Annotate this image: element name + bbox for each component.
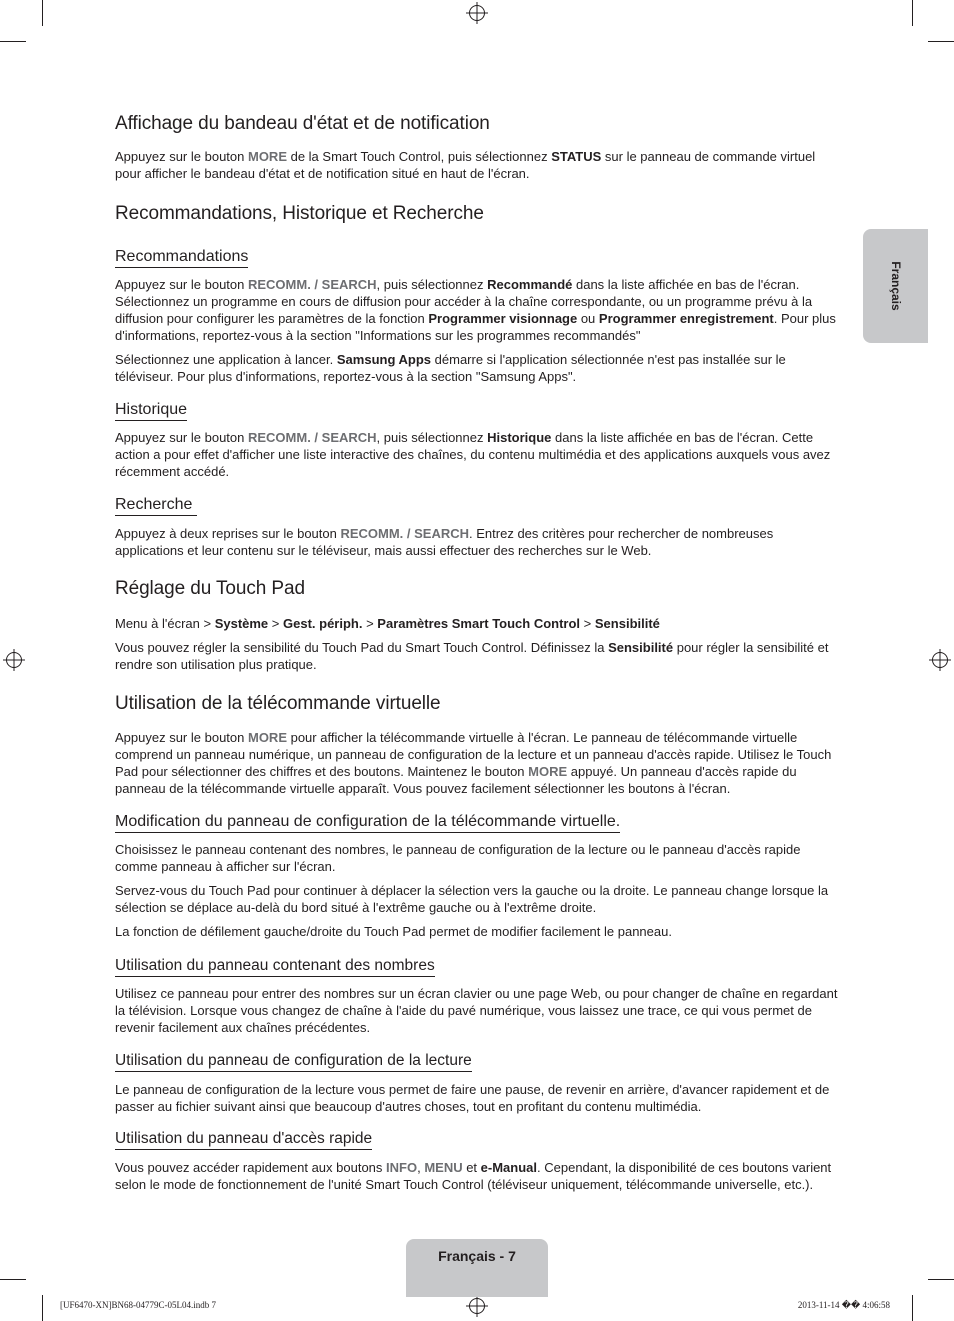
footer-file-name: [UF6470-XN]BN68-04779C-05L04.indb 7 xyxy=(60,1300,216,1310)
paragraph: Appuyez sur le bouton MORE de la Smart Touch Control, puis sélectionnez STATUS sur le panneau de commande virtuel pour afficher le bandeau d'état et de notification situé en haut de l'écran. xyxy=(115,149,816,181)
crop-mark xyxy=(42,0,43,26)
subsection-title: Historique xyxy=(115,401,187,421)
registration-mark-icon xyxy=(469,1298,485,1314)
section-recommendations xyxy=(115,203,484,225)
section-title: Affichage du bandeau d'état et de notification xyxy=(115,113,490,134)
subsection-title: Utilisation du panneau contenant des nombres xyxy=(115,957,435,977)
paragraph: Utilisez ce panneau pour entrer des nombres sur un écran clavier ou une page Web, ou pour changer de chaîne en regardant la télévision. Lorsque vous changez de chaîne à l'aide du pavé numérique, vous laissez une trace, ce qui vous permet de revenir facilement aux chaînes précédentes. xyxy=(115,986,838,1035)
crop-mark xyxy=(42,1295,43,1321)
section-title: Recommandations, Historique et Recherche xyxy=(115,203,484,224)
paragraph: Vous pouvez accéder rapidement aux boutons INFO, MENU et e-Manual. Cependant, la disponibilité de ces boutons varient selon le mode de fonctionnement de l'unité Smart Touch Control (téléviseur uniquement, télécommande universelle, etc.). xyxy=(115,1160,832,1192)
paragraph: Appuyez sur le bouton MORE pour afficher la télécommande virtuelle à l'écran. Le panneau de télécommande virtuelle comprend un panneau numérique, un panneau de configuration de la lecture et un panneau d'accès rapide. Utilisez le Touch Pad pour sélectionner des chiffres et des boutons. Maintenez le bouton MORE appuyé. Un panneau d'accès rapide du panneau de la télécommande virtuelle apparaît. Vous pouvez facilement sélectionner les boutons à l'écran. xyxy=(115,730,832,796)
paragraph: Le panneau de configuration de la lecture vous permet de faire une pause, de revenir en arrière, d'avancer rapidement et de passer au fichier suivant ainsi que beaucoup d'autres choses, tout en profitant du contenu multimédia. xyxy=(115,1082,830,1114)
paragraph: Appuyez sur le bouton RECOMM. / SEARCH, puis sélectionnez Historique dans la liste affichée en bas de l'écran. Cette action a pour effet d'afficher une liste interactive des chaînes, du contenu multimédia et des applications auxquels vous avez récemment accédé. xyxy=(115,430,831,479)
subsection-title: Utilisation du panneau de configuration de la lecture xyxy=(115,1052,472,1072)
paragraph: Servez-vous du Touch Pad pour continuer à déplacer la sélection vers la gauche ou la droite. Le panneau change lorsque la sélection se déplace au-delà du bord situé à l'extrême gauche ou à l'extrême droite. xyxy=(115,883,829,915)
page-number: Français - 7 xyxy=(438,1248,516,1264)
footer-timestamp: 2013-11-14 �� 4:06:58 xyxy=(797,1300,890,1310)
section-touchpad xyxy=(115,578,305,600)
side-tab-label: Français xyxy=(888,261,903,311)
menu-path: Menu à l'écran > Système > Gest. périph. > Paramètres Smart Touch Control > Sensibilité xyxy=(115,616,660,631)
crop-mark xyxy=(912,0,913,26)
page-number-tab xyxy=(406,1239,548,1297)
subsection-title: Utilisation du panneau d'accès rapide xyxy=(115,1130,372,1150)
crop-mark xyxy=(928,1279,954,1280)
paragraph: La fonction de défilement gauche/droite du Touch Pad permet de modifier facilement le panneau. xyxy=(115,924,672,939)
paragraph: Sélectionnez une application à lancer. Samsung Apps démarre si l'application sélectionnée n'est pas installée sur le téléviseur. Pour plus d'informations, reportez-vous à la section "Samsung Apps". xyxy=(115,352,786,384)
paragraph: Appuyez à deux reprises sur le bouton RECOMM. / SEARCH. Entrez des critères pour rechercher de nombreuses applications et leur contenu sur le téléviseur, mais aussi effectuer des recherches sur le Web. xyxy=(115,526,774,558)
paragraph: Vous pouvez régler la sensibilité du Touch Pad du Smart Touch Control. Définissez la Sensibilité pour régler la sensibilité et rendre son utilisation plus pratique. xyxy=(115,640,829,672)
paragraph: Appuyez sur le bouton RECOMM. / SEARCH, puis sélectionnez Recommandé dans la liste affichée en bas de l'écran. Sélectionnez un programme en cours de diffusion pour accéder à la chaîne correspondante, ou un programme prévu à la diffusion pour configurer les paramètres de la fonction Programmer visionnage ou Programmer enregistrement. Pour plus d'informations, reportez-vous à la section "Informations sur les programmes recommandés" xyxy=(115,277,836,343)
paragraph: Choisissez le panneau contenant des nombres, le panneau de configuration de la lecture ou le panneau d'accès rapide comme panneau à afficher sur l'écran. xyxy=(115,842,801,874)
section-status-banner xyxy=(115,113,490,135)
crop-mark xyxy=(0,1279,26,1280)
subsection-title: Recommandations xyxy=(115,248,248,268)
registration-mark-icon xyxy=(932,652,948,668)
language-side-tab xyxy=(863,229,928,343)
crop-mark xyxy=(0,41,26,42)
crop-mark xyxy=(928,41,954,42)
registration-mark-icon xyxy=(6,652,22,668)
section-title: Réglage du Touch Pad xyxy=(115,578,305,599)
crop-mark xyxy=(912,1295,913,1321)
subsection-title: Recherche xyxy=(115,496,197,516)
subsection-title: Modification du panneau de configuration de la télécommande virtuelle. xyxy=(115,813,620,833)
section-title: Utilisation de la télécommande virtuelle xyxy=(115,693,441,714)
section-virtual-remote xyxy=(115,693,441,715)
registration-mark-icon xyxy=(469,5,485,21)
